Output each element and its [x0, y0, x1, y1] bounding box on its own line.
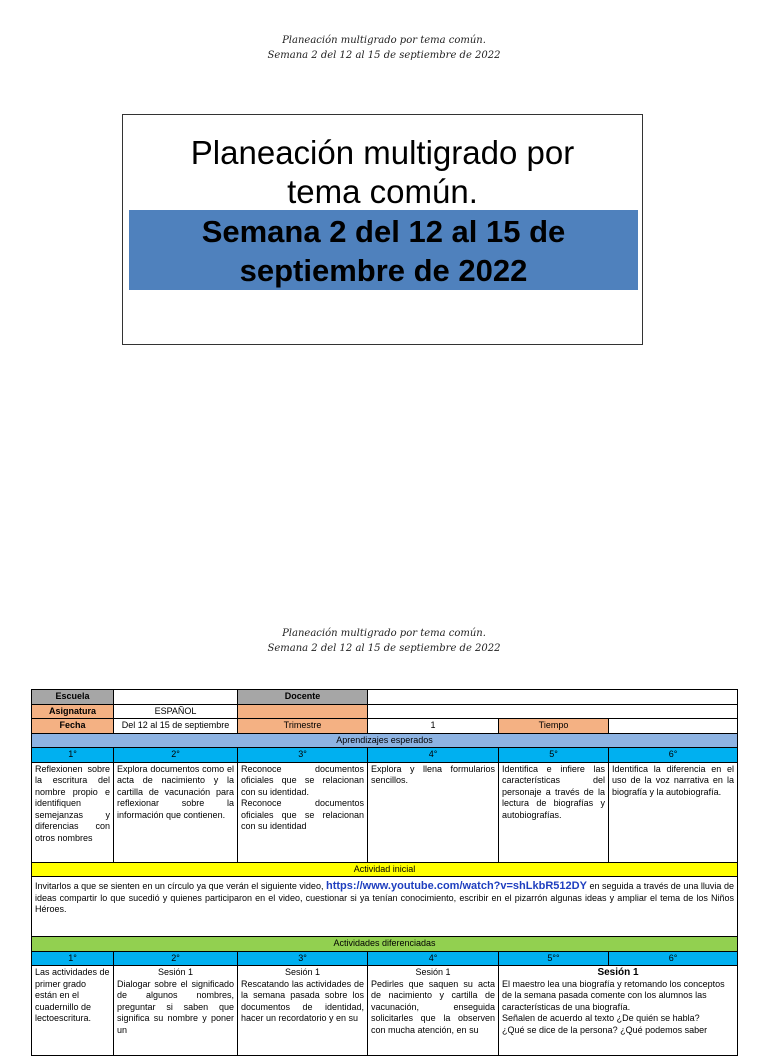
running-header-top	[0, 33, 768, 63]
cover-title-line2: tema común.	[287, 173, 478, 210]
cover-subtitle-band	[129, 210, 638, 290]
aprendizajes-text-row	[32, 762, 738, 862]
asignatura-extra-cell	[368, 704, 738, 719]
actividad-text: El maestro lea una biografía y retomando los conceptos de la semana pasada comente con los alumnos las características de una biografía. Señalen de acuerdo al texto ¿De quién se habla? ¿Qué se dice de la persona? ¿Qué podemos saber	[502, 978, 725, 1035]
docente-label: Docente	[238, 690, 368, 705]
aprendizaje-cell: Reflexionen sobre la escritura del nombre propio e identifiquen semejanzas y diferencias con otros nombres	[32, 762, 114, 862]
grade-header: 4°	[368, 951, 499, 966]
session-label: Sesión 1	[284, 967, 321, 977]
cover-subtitle	[129, 212, 638, 290]
grade-header: 1°	[32, 748, 114, 763]
actividad-inicial-heading: Actividad inicial	[32, 862, 738, 877]
info-row-escuela	[32, 690, 738, 705]
grade-header: 2°	[114, 748, 238, 763]
actividad-cell-1	[32, 966, 114, 1056]
session-label: Sesión 1	[157, 967, 194, 977]
cover-box	[122, 114, 643, 345]
aprendizajes-grade-row	[32, 748, 738, 763]
grade-header: 3°	[238, 748, 368, 763]
aprendizaje-cell: Reconoce documentos oficiales que se relacionan con su identidad. Reconoce documentos oficiales que se relacionan con su identidad	[238, 762, 368, 862]
session-label: Sesión 1	[415, 967, 451, 977]
running-header-page2	[0, 626, 768, 656]
tiempo-label: Tiempo	[499, 719, 609, 734]
cover-title-line1: Planeación multigrado por	[190, 134, 575, 171]
grade-header: 6°	[609, 951, 738, 966]
aprendizaje-cell: Explora y llena formularios sencillos.	[368, 762, 499, 862]
running-header-line1: Planeación multigrado por tema común.	[282, 35, 486, 46]
actividad-text: Rescatando las actividades de la semana pasada sobre los documentos de identidad, hacer un recordatorio y en su	[241, 978, 364, 1023]
info-row-fecha	[32, 719, 738, 734]
trimestre-label: Trimestre	[238, 719, 368, 734]
actividad-inicial-after: en seguida a través de una lluvia de ideas compartir lo que sucedió y quienes participaron en el video, cuestionar si ya tenían conocimiento, escribir en el pizarrón algunas ideas y ampliar el tema de los Niños Héroes.	[35, 881, 735, 914]
aprendizajes-heading: Aprendizajes esperados	[32, 733, 738, 748]
diferenciadas-grade-row	[32, 951, 738, 966]
grade-header: 5°	[499, 748, 609, 763]
actividad-inicial-text	[32, 877, 738, 937]
tiempo-value	[609, 719, 738, 734]
actividad-text: Pedirles que saquen su acta de nacimiento y cartilla de vacunación, enseguida solicitarles que la observen con mucha atención, en su	[371, 978, 495, 1035]
actividad-inicial-row	[32, 877, 738, 937]
escuela-label: Escuela	[32, 690, 114, 705]
running-header-line1: Planeación multigrado por tema común.	[282, 628, 486, 639]
info-row-asignatura	[32, 704, 738, 719]
aprendizaje-cell: Identifica e infiere las características del personaje a través de la lectura de biografías y autobiografías.	[499, 762, 609, 862]
video-link[interactable]: https://www.youtube.com/watch?v=shLkbR512DY	[326, 880, 587, 892]
running-header-line2: Semana 2 del 12 al 15 de septiembre de 2022	[267, 50, 501, 61]
grade-header: 5°°	[499, 951, 609, 966]
cover-title	[123, 133, 642, 211]
actividad-text: Las actividades de primer grado están en el cuadernillo de lectoescritura.	[35, 967, 110, 1023]
planning-table	[31, 689, 738, 1056]
cover-subtitle-line2: septiembre de 2022	[239, 253, 528, 288]
actividad-inicial-before: Invitarlos a que se sienten en un círculo ya que verán el siguiente video,	[35, 881, 324, 891]
fecha-label: Fecha	[32, 719, 114, 734]
fecha-value: Del 12 al 15 de septiembre	[114, 719, 238, 734]
grade-header: 2°	[114, 951, 238, 966]
escuela-value	[114, 690, 238, 705]
asignatura-label: Asignatura	[32, 704, 114, 719]
actividad-cell-2	[114, 966, 238, 1056]
grade-header: 4°	[368, 748, 499, 763]
asignatura-value: ESPAÑOL	[114, 704, 238, 719]
session-label: Sesión 1	[597, 967, 639, 978]
actividades-diferenciadas-heading: Actividades diferenciadas	[32, 937, 738, 952]
actividad-cell-5-6	[499, 966, 738, 1056]
trimestre-value: 1	[368, 719, 499, 734]
grade-header: 3°	[238, 951, 368, 966]
actividad-cell-3	[238, 966, 368, 1056]
docente-extra-cell	[238, 704, 368, 719]
docente-value	[368, 690, 738, 705]
aprendizaje-cell: Identifica la diferencia en el uso de la voz narrativa en la biografía y la autobiografía.	[609, 762, 738, 862]
diferenciadas-text-row	[32, 966, 738, 1056]
actividad-cell-4	[368, 966, 499, 1056]
aprendizaje-cell: Explora documentos como el acta de nacimiento y la cartilla de vacunación para reflexionar sobre la información que contienen.	[114, 762, 238, 862]
grade-header: 6°	[609, 748, 738, 763]
actividad-text: Dialogar sobre el significado de algunos nombres, preguntar si saben que significa su nombre y poner un	[117, 978, 234, 1035]
running-header-line2: Semana 2 del 12 al 15 de septiembre de 2022	[267, 643, 501, 654]
cover-subtitle-line1: Semana 2 del 12 al 15 de	[201, 214, 566, 249]
grade-header: 1°	[32, 951, 114, 966]
